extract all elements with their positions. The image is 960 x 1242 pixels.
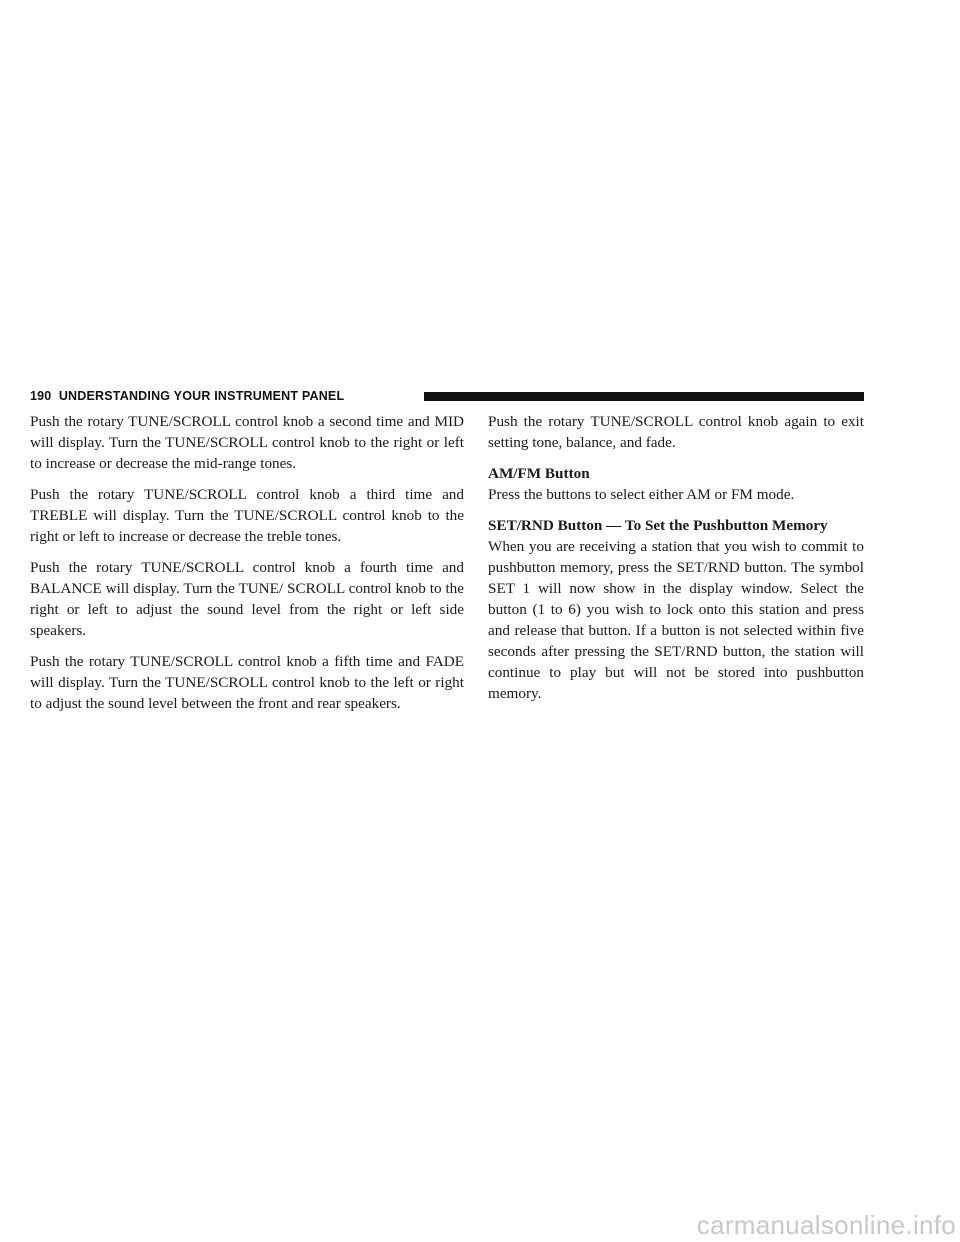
paragraph-exit: Push the rotary TUNE/SCROLL control knob again to exit setting tone, balance, and fade. xyxy=(488,413,864,451)
paragraph-amfm: Press the buttons to select either AM or FM mode. xyxy=(488,486,795,503)
left-column xyxy=(30,411,464,724)
right-column xyxy=(488,411,864,714)
paragraph-treble: Push the rotary TUNE/SCROLL control knob a third time and TREBLE will display. Turn the TUNE/SCROLL control knob to the right or left to increase or decrease the treble tones. xyxy=(30,486,464,545)
header-text xyxy=(30,389,344,403)
paragraph-balance: Push the rotary TUNE/SCROLL control knob a fourth time and BALANCE will display. Turn the TUNE/ SCROLL control knob to the right or left to adjust the sound level from the right or left side speakers. xyxy=(30,559,464,639)
paragraph-fade: Push the rotary TUNE/SCROLL control knob a fifth time and FADE will display. Turn the TUNE/SCROLL control knob to the left or right to adjust the sound level between the front and rear speakers. xyxy=(30,653,464,712)
page-number: 190 xyxy=(30,389,52,403)
amfm-heading: AM/FM Button xyxy=(488,465,590,482)
page-header xyxy=(30,389,864,403)
paragraph-setrnd: When you are receiving a station that you wish to commit to pushbutton memory, press the SET/RND button. The symbol SET 1 will now show in the display window. Select the button (1 to 6) you wish to lock onto this station and press and release that button. If a button is not selected within five seconds after pressing the SET/RND button, the station will continue to play but will not be stored into pushbutton memory. xyxy=(488,538,864,702)
header-rule xyxy=(424,392,864,401)
paragraph-mid: Push the rotary TUNE/SCROLL control knob a second time and MID will display. Turn the TUNE/SCROLL control knob to the right or left to increase or decrease the mid-range tones. xyxy=(30,413,464,472)
setrnd-heading: SET/RND Button — To Set the Pushbutton Memory xyxy=(488,517,828,534)
section-title: UNDERSTANDING YOUR INSTRUMENT PANEL xyxy=(58,389,345,403)
watermark: carmanualsonline.info xyxy=(696,1210,956,1240)
